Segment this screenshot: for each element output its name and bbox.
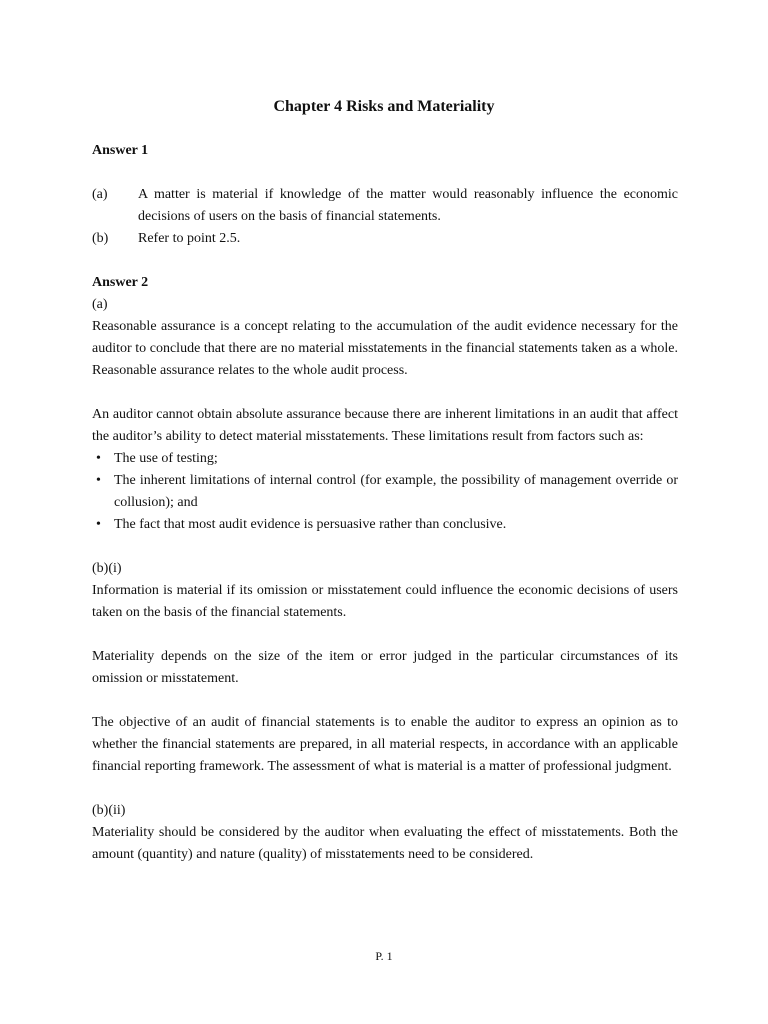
spacer bbox=[92, 690, 678, 712]
part-bi-paragraph-3: The objective of an audit of financial statements is to enable the auditor to express an opinion as to whether the financial statements are prepared, in all material respects, in accordance with an applicable financial reporting framework. The assessment of what is material is a matter of professional judgment. bbox=[92, 715, 678, 774]
list-marker: (b) bbox=[92, 231, 109, 246]
part-bi-paragraph-2: Materiality depends on the size of the item or error judged in the particular circumstances of its omission or misstatement. bbox=[92, 649, 678, 686]
part-bi-label: (b)(i) bbox=[92, 561, 122, 576]
answer-1-item-b bbox=[92, 228, 678, 250]
part-bi-paragraph-1: Information is material if its omission or misstatement could influence the economic decisions of users taken on the basis of the financial statements. bbox=[92, 583, 678, 620]
bullet-icon: • bbox=[96, 451, 101, 466]
bullet-item bbox=[92, 448, 678, 470]
list-text: Refer to point 2.5. bbox=[138, 231, 241, 246]
answer-1-heading: Answer 1 bbox=[92, 143, 149, 158]
bullet-icon: • bbox=[96, 517, 101, 532]
bullet-icon: • bbox=[96, 473, 101, 488]
bullet-item bbox=[92, 514, 678, 536]
bullet-text: The inherent limitations of internal control (for example, the possibility of management override or collusion); and bbox=[114, 473, 678, 510]
page-title: Chapter 4 Risks and Materiality bbox=[273, 98, 495, 115]
bullet-text: The use of testing; bbox=[114, 451, 218, 466]
spacer bbox=[92, 382, 678, 404]
spacer bbox=[92, 778, 678, 800]
bullet-item bbox=[92, 470, 678, 514]
part-a-paragraph-1: Reasonable assurance is a concept relating to the accumulation of the audit evidence necessary for the auditor to conclude that there are no material misstatements in the financial statements taken as a whole. Reasonable assurance relates to the whole audit process. bbox=[92, 319, 678, 378]
document-body bbox=[92, 140, 678, 866]
part-a-label: (a) bbox=[92, 297, 108, 312]
bullet-text: The fact that most audit evidence is persuasive rather than conclusive. bbox=[114, 517, 507, 532]
spacer bbox=[92, 162, 678, 184]
part-bii-paragraph-1: Materiality should be considered by the auditor when evaluating the effect of misstatements. Both the amount (quantity) and nature (quality) of misstatements need to be considered. bbox=[92, 825, 678, 862]
list-marker: (a) bbox=[92, 187, 108, 202]
answer-1-item-a bbox=[92, 184, 678, 228]
list-text: A matter is material if knowledge of the matter would reasonably influence the economic decisions of users on the basis of financial statements. bbox=[138, 187, 678, 224]
spacer bbox=[92, 536, 678, 558]
answer-2-heading: Answer 2 bbox=[92, 275, 149, 290]
spacer bbox=[92, 624, 678, 646]
page-number: P. 1 bbox=[375, 949, 393, 963]
part-a-paragraph-2: An auditor cannot obtain absolute assurance because there are inherent limitations in an audit that affect the auditor’s ability to detect material misstatements. These limitations result from factors such as: bbox=[92, 407, 678, 444]
spacer bbox=[92, 250, 678, 272]
part-bii-label: (b)(ii) bbox=[92, 803, 126, 818]
